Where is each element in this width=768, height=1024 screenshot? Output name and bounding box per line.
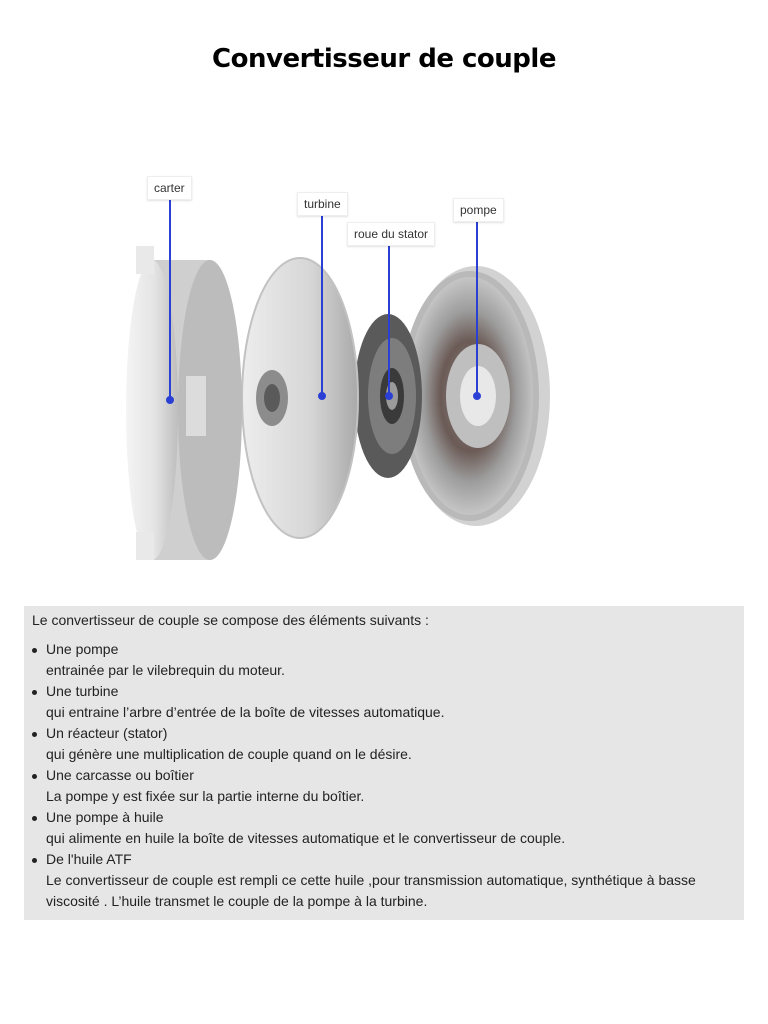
list-item	[32, 681, 734, 723]
item-detail: La pompe y est fixée sur la partie interne du boîtier.	[46, 788, 365, 804]
item-detail: Le convertisseur de couple est rempli ce cette huile ,pour transmission automatique, synthétique à basse viscosité . L’huile transmet le couple de la pompe à la turbine.	[46, 872, 696, 909]
item-detail: entrainée par le vilebrequin du moteur.	[46, 662, 285, 678]
list-item	[32, 765, 734, 807]
label-turbine: turbine	[297, 192, 348, 216]
turbine-part	[242, 258, 358, 538]
list-item	[32, 849, 734, 912]
leader-dot-stator	[386, 393, 392, 399]
item-detail: qui génère une multiplication de couple quand on le désire.	[46, 746, 412, 762]
list-item	[32, 723, 734, 765]
label-pompe: pompe	[453, 198, 504, 222]
item-title: Une pompe	[46, 641, 119, 657]
item-detail: qui alimente en huile la boîte de vitesses automatique et le convertisseur de couple.	[46, 830, 566, 846]
item-title: Une turbine	[46, 683, 119, 699]
label-carter: carter	[147, 176, 192, 200]
leader-dot-turbine	[319, 393, 325, 399]
item-title: Une carcasse ou boîtier	[46, 767, 194, 783]
item-title: De l'huile ATF	[46, 851, 132, 867]
description-intro: Le convertisseur de couple se compose des éléments suivants :	[32, 612, 429, 628]
item-title: Un réacteur (stator)	[46, 725, 168, 741]
description-box	[24, 606, 744, 920]
leader-dot-pompe	[474, 393, 480, 399]
label-stator: roue du stator	[347, 222, 435, 246]
leader-dot-carter	[167, 397, 173, 403]
housing-part	[126, 246, 242, 560]
page-title: Convertisseur de couple	[212, 44, 556, 74]
list-item	[32, 807, 734, 849]
list-item	[32, 639, 734, 681]
item-detail: qui entraine l’arbre d’entrée de la boîte de vitesses automatique.	[46, 704, 445, 720]
component-list	[32, 639, 734, 912]
item-title: Une pompe à huile	[46, 809, 164, 825]
torque-converter-diagram	[0, 160, 768, 580]
